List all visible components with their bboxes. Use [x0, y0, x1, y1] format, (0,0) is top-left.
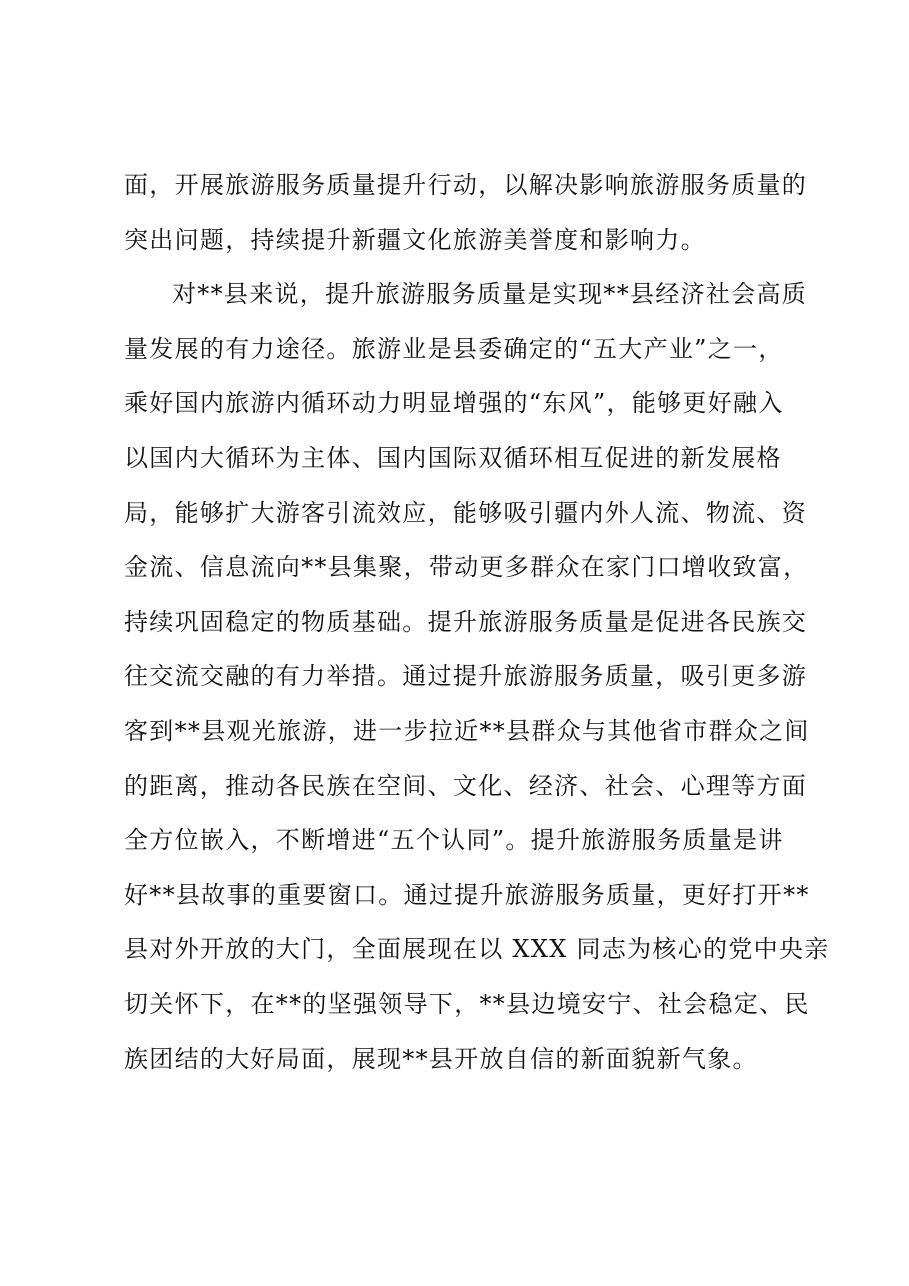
- text-line: 金流、信息流向**县集聚，带动更多群众在家门口增收致富，: [124, 553, 809, 582]
- text-line: 局，能够扩大游客引流效应，能够吸引疆内外人流、物流、资: [124, 498, 808, 527]
- text-line: 好**县故事的重要窗口。通过提升旅游服务质量，更好打开**: [124, 880, 810, 909]
- text-line: 突出问题，持续提升新疆文化旅游美誉度和影响力。: [124, 225, 706, 254]
- text-line: 切关怀下，在**的坚强领导下，**县边境安宁、社会稳定、民: [124, 989, 810, 1018]
- text-line: 的距离，推动各民族在空间、文化、经济、社会、心理等方面: [124, 771, 808, 800]
- text-line: 客到**县观光旅游，进一步拉近**县群众与其他省市群众之间: [124, 716, 810, 745]
- text-line: 全方位嵌入，不断增进“五个认同”。提升旅游服务质量是讲: [124, 826, 784, 855]
- text-line: 县对外开放的大门，全面展现在以 XXX 同志为核心的党中央亲: [124, 935, 830, 964]
- text-line: 面，开展旅游服务质量提升行动，以解决影响旅游服务质量的: [124, 171, 808, 199]
- text-line: 族团结的大好局面，展现**县开放自信的新面貌新气象。: [124, 1044, 758, 1073]
- document-body: [124, 164, 830, 1092]
- paragraph-first-line: 对**县来说，提升旅游服务质量是实现**县经济社会高质: [172, 280, 808, 309]
- text-line: 乘好国内旅游内循环动力明显增强的“东风”，能够更好融入: [124, 389, 784, 418]
- text-line: 以国内大循环为主体、国内国际双循环相互促进的新发展格: [124, 443, 782, 472]
- text-line: 量发展的有力途径。旅游业是县委确定的“五大产业”之一，: [124, 334, 784, 363]
- text-line: 持续巩固稳定的物质基础。提升旅游服务质量是促进各民族交: [124, 607, 808, 636]
- text-line: 往交流交融的有力举措。通过提升旅游服务质量，吸引更多游: [124, 662, 808, 691]
